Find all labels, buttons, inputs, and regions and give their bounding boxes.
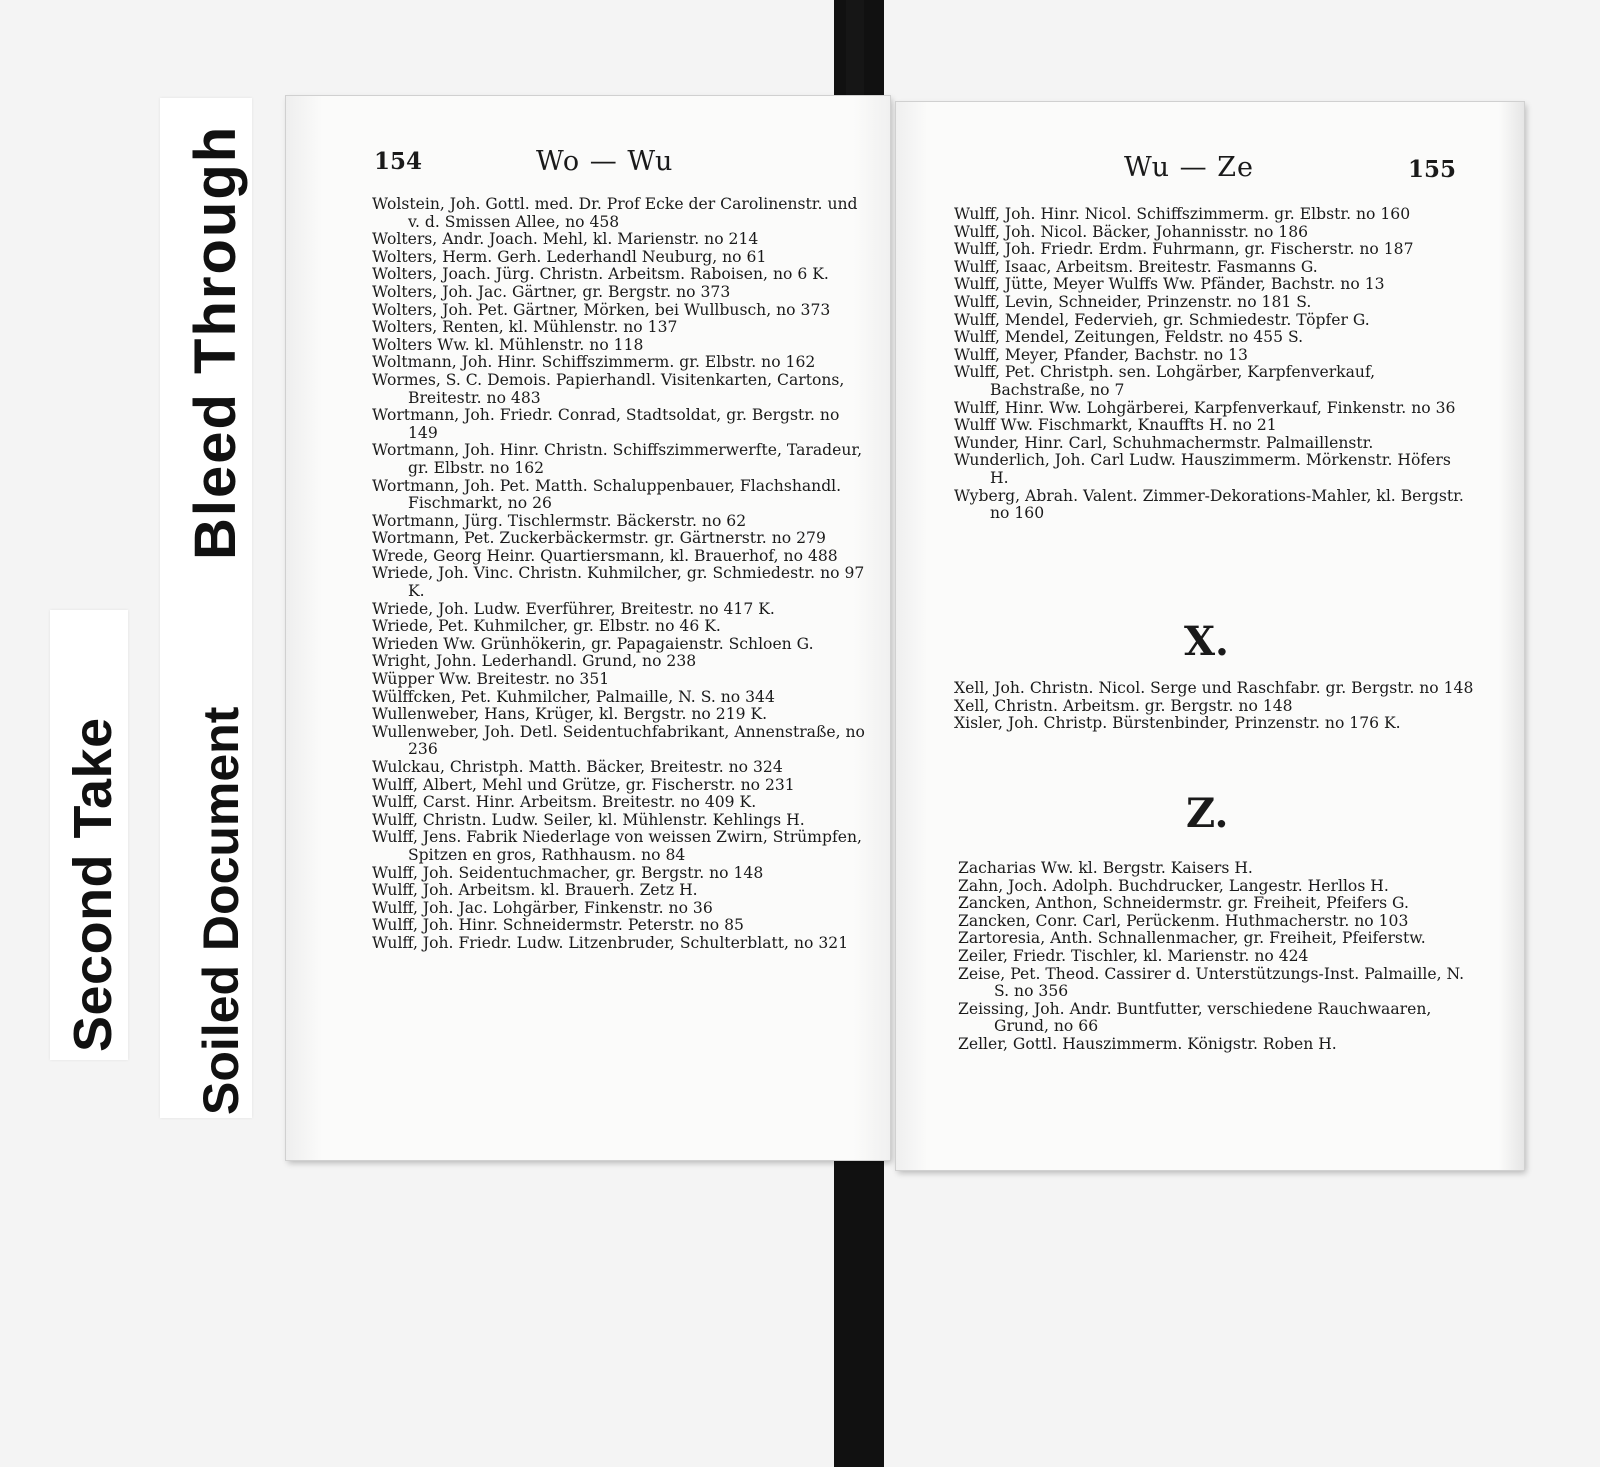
directory-entry: Wulff, Joh. Friedr. Ludw. Litzenbruder, Schulterblatt, no 321: [372, 933, 849, 952]
directory-entry: Wolters, Renten, kl. Mühlenstr. no 137: [372, 318, 678, 337]
label-second-take: Second Take: [63, 717, 123, 1052]
directory-entry: Zeise, Pet. Theod. Cassirer d. Unterstützungs-Inst. Palmaille, N. S. no 356: [958, 964, 1465, 1001]
section-letter-z: Z.: [1186, 790, 1229, 837]
directory-entry: Wolters Ww. kl. Mühlenstr. no 118: [372, 335, 644, 354]
directory-entry: Wriede, Pet. Kuhmilcher, gr. Elbstr. no 46 K.: [372, 617, 721, 636]
directory-entry: Zeiler, Friedr. Tischler, kl. Marienstr. no 424: [958, 946, 1309, 965]
directory-entry: Wolters, Andr. Joach. Mehl, kl. Marienstr. no 214: [372, 230, 759, 249]
directory-entry: Wolters, Joh. Pet. Gärtner, Mörken, bei Wullbusch, no 373: [372, 300, 831, 319]
directory-entry: Wright, John. Lederhandl. Grund, no 238: [372, 652, 697, 671]
directory-entry: Wriede, Joh. Ludw. Everführer, Breitestr. no 417 K.: [372, 599, 775, 618]
directory-entry: Xell, Joh. Christn. Nicol. Serge und Raschfabr. gr. Bergstr. no 148: [954, 679, 1474, 697]
directory-entries-x: [954, 680, 1474, 733]
directory-entry: Wunder, Hinr. Carl, Schuhmachermstr. Palmaillenstr.: [954, 433, 1374, 452]
binding-clip: [846, 0, 864, 100]
page-number-left: 154: [374, 148, 423, 175]
directory-entry: Wulff, Joh. Seidentuchmacher, gr. Bergstr. no 148: [372, 863, 764, 882]
directory-entry: Zancken, Conr. Carl, Perückenm. Huthmacherstr. no 103: [958, 911, 1409, 930]
directory-entries-right: [954, 206, 1474, 523]
directory-entry: Wriede, Joh. Vinc. Christn. Kuhmilcher, gr. Schmiedestr. no 97 K.: [372, 564, 865, 601]
directory-entry: Wulff, Mendel, Federvieh, gr. Schmiedestr. Töpfer G.: [954, 310, 1370, 329]
directory-entry: Wyberg, Abrah. Valent. Zimmer-Dekorations-Mahler, kl. Bergstr. no 160: [954, 486, 1464, 523]
section-letter-x: X.: [1184, 618, 1229, 665]
directory-entry: Zacharias Ww. kl. Bergstr. Kaisers H.: [958, 859, 1253, 877]
directory-entry: Xell, Christn. Arbeitsm. gr. Bergstr. no 148: [954, 696, 1293, 715]
directory-entry: Zancken, Anthon, Schneidermstr. gr. Freiheit, Pfeifers G.: [958, 894, 1409, 913]
directory-entry: Wortmann, Joh. Friedr. Conrad, Stadtsoldat, gr. Bergstr. no 149: [372, 406, 840, 442]
directory-entry: Wunderlich, Joh. Carl Ludw. Hauszimmerm. Mörkenstr. Höfers H.: [954, 451, 1451, 487]
directory-entry: Wortmann, Pet. Zuckerbäckermstr. gr. Gärtnerstr. no 279: [372, 529, 826, 548]
directory-entry: Wulckau, Christph. Matth. Bäcker, Breitestr. no 324: [372, 758, 783, 776]
directory-entry: Wüpper Ww. Breitestr. no 351: [372, 670, 610, 689]
directory-entry: Wulff, Albert, Mehl und Grütze, gr. Fischerstr. no 231: [372, 775, 795, 794]
directory-entry: Zahn, Joch. Adolph. Buchdrucker, Langestr. Herllos H.: [958, 876, 1389, 895]
label-soiled-document: Soiled Document: [193, 706, 249, 1115]
directory-entry: Wulff, Christn. Ludw. Seiler, kl. Mühlenstr. Kehlings H.: [372, 810, 805, 829]
directory-entry: Wulff, Joh. Jac. Lohgärber, Finkenstr. no 36: [372, 898, 713, 917]
directory-entry: Zeller, Gottl. Hauszimmerm. Königstr. Roben H.: [958, 1034, 1337, 1053]
directory-entry: Wulff, Levin, Schneider, Prinzenstr. no 181 S.: [954, 292, 1312, 311]
right-page: [896, 102, 1524, 1170]
directory-entry: Wulff, Pet. Christph. sen. Lohgärber, Karpfenverkauf, Bachstraße, no 7: [954, 363, 1376, 399]
directory-entry: Xisler, Joh. Christp. Bürstenbinder, Prinzenstr. no 176 K.: [954, 714, 1401, 733]
directory-entry: Wulff, Isaac, Arbeitsm. Breitestr. Fasmanns G.: [954, 257, 1318, 276]
directory-entry: Wulff Ww. Fischmarkt, Knauffts H. no 21: [954, 416, 1277, 435]
directory-entry: Zeissing, Joh. Andr. Buntfutter, verschiedene Rauchwaaren, Grund, no 66: [958, 999, 1432, 1036]
directory-entry: Wulff, Carst. Hinr. Arbeitsm. Breitestr. no 409 K.: [372, 793, 757, 812]
directory-entry: Wulff, Joh. Friedr. Erdm. Fuhrmann, gr. Fischerstr. no 187: [954, 240, 1414, 259]
left-page: [286, 96, 890, 1160]
directory-entry: Wolters, Herm. Gerh. Lederhandl Neuburg, no 61: [372, 247, 767, 266]
directory-entry: Wullenweber, Joh. Detl. Seidentuchfabrikant, Annenstraße, no 236: [372, 722, 865, 759]
directory-entry: Wormes, S. C. Demois. Papierhandl. Visitenkarten, Cartons, Breitestr. no 483: [372, 370, 845, 407]
directory-entries-left: [372, 196, 872, 953]
directory-entry: Wortmann, Jürg. Tischlermstr. Bäckerstr. no 62: [372, 511, 747, 530]
directory-entry: Wulff, Joh. Nicol. Bäcker, Johannisstr. no 186: [954, 222, 1309, 241]
directory-entry: Wortmann, Joh. Hinr. Christn. Schiffszimmerwerfte, Taradeur, gr. Elbstr. no 162: [372, 441, 863, 477]
directory-entry: Woltmann, Joh. Hinr. Schiffszimmerm. gr. Elbstr. no 162: [372, 353, 816, 372]
directory-entry: Wolstein, Joh. Gottl. med. Dr. Prof Ecke der Carolinenstr. und v. d. Smissen Allee, no 458: [372, 195, 858, 231]
directory-entries-z: [958, 860, 1478, 1054]
directory-entry: Wrieden Ww. Grünhökerin, gr. Papagaienstr. Schloen G.: [372, 634, 814, 653]
directory-entry: Wolters, Joh. Jac. Gärtner, gr. Bergstr. no 373: [372, 282, 731, 301]
directory-entry: Wulff, Meyer, Pfander, Bachstr. no 13: [954, 345, 1248, 364]
running-head-right: Wu — Ze: [1124, 152, 1254, 183]
directory-entry: Wulff, Jens. Fabrik Niederlage von weissen Zwirn, Strümpfen, Spitzen en gros, Rathhausm. no 84: [372, 828, 862, 864]
directory-entry: Wulff, Hinr. Ww. Lohgärberei, Karpfenverkauf, Finkenstr. no 36: [954, 398, 1456, 417]
directory-entry: Wülffcken, Pet. Kuhmilcher, Palmaille, N. S. no 344: [372, 687, 775, 706]
running-head-left: Wo — Wu: [536, 146, 674, 177]
directory-entry: Wolters, Joach. Jürg. Christn. Arbeitsm. Raboisen, no 6 K.: [372, 265, 829, 284]
page-number-right: 155: [1408, 156, 1457, 183]
directory-entry: Wullenweber, Hans, Krüger, kl. Bergstr. no 219 K.: [372, 705, 768, 724]
directory-entry: Wulff, Jütte, Meyer Wulffs Ww. Pfänder, Bachstr. no 13: [954, 275, 1385, 294]
directory-entry: Wulff, Joh. Hinr. Nicol. Schiffszimmerm. gr. Elbstr. no 160: [954, 205, 1411, 223]
directory-entry: Wulff, Joh. Arbeitsm. kl. Brauerh. Zetz H.: [372, 881, 698, 900]
directory-entry: Wulff, Mendel, Zeitungen, Feldstr. no 455 S.: [954, 328, 1304, 347]
directory-entry: Wortmann, Joh. Pet. Matth. Schaluppenbauer, Flachshandl. Fischmarkt, no 26: [372, 476, 842, 513]
directory-entry: Wulff, Joh. Hinr. Schneidermstr. Peterstr. no 85: [372, 916, 744, 935]
directory-entry: Zartoresia, Anth. Schnallenmacher, gr. Freiheit, Pfeiferstw.: [958, 929, 1426, 948]
directory-entry: Wrede, Georg Heinr. Quartiersmann, kl. Brauerhof, no 488: [372, 546, 838, 565]
label-bleed-through: Bleed Through: [183, 124, 248, 560]
